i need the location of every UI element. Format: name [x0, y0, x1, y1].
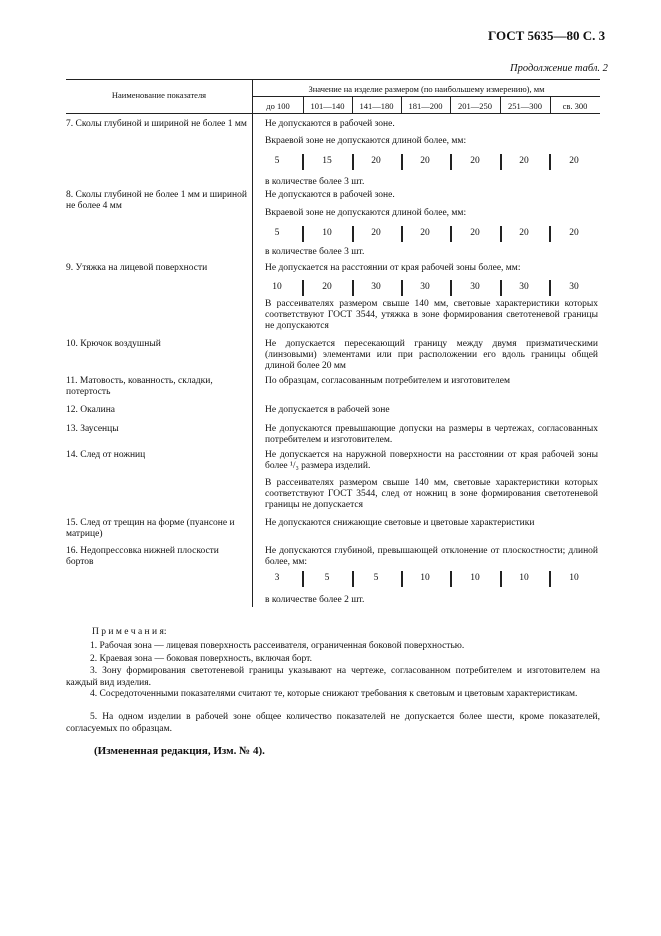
note-item: 1. Рабочая зона — лицевая поверхность рассеивателя, ограниченная боковой поверхностью.: [90, 641, 465, 651]
value-separator-mark: [401, 154, 403, 170]
size-value: 20: [420, 228, 430, 238]
size-column-divider: [500, 96, 501, 113]
header-sub-rule: [253, 96, 600, 97]
size-value: 20: [371, 228, 381, 238]
size-value: 5: [324, 573, 330, 583]
indicator-name: 8. Сколы глубиной не более 1 мм и шириной не более 4 мм: [66, 190, 247, 211]
value-separator-mark: [401, 280, 403, 296]
indicator-requirement: Не допускается пересекающий границу между двумя призматическими (линзовыми) элементами или при расположении его вдоль границы общей длиной более 20 мм: [265, 339, 598, 371]
size-value: 20: [470, 228, 480, 238]
indicator-name: 12. Окалина: [66, 405, 116, 415]
value-separator-mark: [302, 154, 304, 170]
value-separator-mark: [352, 571, 354, 587]
indicator-requirement: По образцам, согласованным потребителем и изготовителем: [265, 376, 511, 386]
value-separator-mark: [500, 280, 502, 296]
note-item: 4. Сосредоточенными показателями считают те, которые снижают требования к световым и цветовым характеристикам.: [90, 689, 578, 699]
size-value: 20: [569, 228, 579, 238]
size-value: 20: [420, 156, 430, 166]
indicator-name: 16. Недопрессовка нижней плоскости бортов: [66, 546, 219, 567]
indicator-requirement: Не допускаются снижающие световые и цветовые характеристики: [265, 518, 535, 528]
size-column-divider: [401, 96, 402, 113]
indicator-requirement: В рассеивателях размером свыше 140 мм, световые характеристики которых соответствуют ГОСТ 3544, след от ножниц в зоне формирования светотеневой границы не допускается: [265, 478, 598, 510]
note-item: 2. Краевая зона — боковая поверхность, включая борт.: [90, 654, 312, 664]
size-value: 10: [569, 573, 579, 583]
indicator-requirement: Не допускается на расстоянии от края рабочей зоны более, мм:: [265, 263, 521, 273]
value-separator-mark: [450, 154, 452, 170]
size-value: 20: [470, 156, 480, 166]
size-value: 20: [371, 156, 381, 166]
indicator-requirement: Не допускаются в рабочей зоне.: [265, 190, 395, 200]
value-separator-mark: [500, 154, 502, 170]
value-separator-mark: [352, 226, 354, 242]
value-separator-mark: [549, 571, 551, 587]
value-separator-mark: [352, 154, 354, 170]
note-item: 3. Зону формирования светотеневой границы указывают на чертеже, согласованном потребителем и изготовителем на каждый вид изделия.: [66, 666, 600, 688]
value-separator-mark: [500, 226, 502, 242]
size-value: 10: [272, 282, 282, 292]
size-value: 15: [322, 156, 332, 166]
size-value: 10: [322, 228, 332, 238]
indicator-requirement: Не допускаются в рабочей зоне.: [265, 119, 395, 129]
indicator-name: 13. Заусенцы: [66, 424, 119, 434]
value-separator-mark: [450, 226, 452, 242]
size-column-header: до 100: [266, 101, 290, 111]
size-value: 10: [420, 573, 430, 583]
table-continuation-label: Продолжение табл. 2: [510, 63, 608, 74]
value-separator-mark: [549, 226, 551, 242]
note-item: 5. На одном изделии в рабочей зоне общее количество показателей не допускается более шести, кроме показателей, согласуемых по образцам.: [66, 712, 600, 734]
value-separator-mark: [302, 226, 304, 242]
indicator-name: 9. Утяжка на лицевой поверхности: [66, 263, 208, 273]
size-column-header: 101—140: [310, 101, 345, 111]
indicator-requirement: Не допускаются превышающие допуски на размеры в чертежах, согласованных потребителем и изготовителем.: [265, 424, 598, 445]
size-value: 30: [371, 282, 381, 292]
size-value: 20: [519, 156, 529, 166]
value-separator-mark: [450, 280, 452, 296]
size-value: 10: [519, 573, 529, 583]
indicator-name: 11. Матовость, кованность, складки, потертость: [66, 376, 213, 397]
size-column-header: 181—200: [408, 101, 443, 111]
size-column-header: 251—300: [508, 101, 542, 111]
indicator-requirement-extra: в количестве более 3 шт.: [265, 177, 365, 187]
size-column-divider: [550, 96, 551, 113]
size-column-header: св. 300: [562, 101, 588, 111]
size-value: 5: [274, 156, 280, 166]
col-name-header: Наименование показателя: [111, 90, 207, 100]
indicator-name: 14. След от ножниц: [66, 450, 146, 460]
size-value: 30: [569, 282, 579, 292]
size-column-header: 201—250: [458, 101, 492, 111]
size-column-divider: [352, 96, 353, 113]
indicator-requirement-extra: В рассеивателях размером свыше 140 мм, световые характеристики которых соответствуют ГОСТ 3544, утяжка в зоне формирования светотеневой границы не допускаются: [265, 299, 598, 331]
size-value: 30: [420, 282, 430, 292]
value-separator-mark: [302, 571, 304, 587]
page-header: ГОСТ 5635—80 С. 3: [488, 28, 606, 43]
size-value: 5: [274, 228, 280, 238]
size-value: 20: [569, 156, 579, 166]
edit-note: (Измененная редакция, Изм. № 4).: [94, 745, 265, 757]
indicator-requirement: Не допускаются глубиной, превышающей отклонение от плоскостности; длиной более, мм:: [265, 546, 598, 567]
notes-title: П р и м е ч а н и я:: [92, 627, 167, 637]
header-bottom-rule: [66, 113, 600, 114]
indicator-requirement-extra: в количестве более 3 шт.: [265, 247, 365, 257]
indicator-requirement-extra: в количестве более 2 шт.: [265, 595, 365, 605]
indicator-requirement: Не допускается в рабочей зоне: [265, 405, 390, 415]
size-value: 10: [470, 573, 480, 583]
value-separator-mark: [549, 280, 551, 296]
size-column-header: 141—180: [359, 101, 394, 111]
indicator-requirement: Не допускается на наружной поверхности на расстоянии от края рабочей зоны более ¹/₃ размера изделий.: [265, 450, 598, 471]
size-value: 30: [470, 282, 480, 292]
col-value-header: Значение на изделие размером (по наибольшему измерению), мм: [308, 84, 545, 94]
indicator-name: 10. Крючок воздушный: [66, 339, 161, 349]
value-separator-mark: [500, 571, 502, 587]
value-separator-mark: [401, 226, 403, 242]
value-separator-mark: [549, 154, 551, 170]
value-separator-mark: [302, 280, 304, 296]
size-value: 20: [519, 228, 529, 238]
indicator-requirement: Вкраевой зоне не допускаются длиной более, мм:: [265, 136, 467, 146]
size-value: 20: [322, 282, 332, 292]
indicator-name: 15. След от трещин на форме (пуансоне и матрице): [66, 518, 235, 539]
size-value: 3: [274, 573, 280, 583]
indicator-name: 7. Сколы глубиной и шириной не более 1 мм: [66, 119, 247, 129]
value-separator-mark: [401, 571, 403, 587]
table-top-rule: [66, 79, 600, 80]
value-separator-mark: [450, 571, 452, 587]
size-value: 30: [519, 282, 529, 292]
size-value: 5: [373, 573, 379, 583]
table-divider: [252, 79, 253, 607]
size-column-divider: [450, 96, 451, 113]
size-column-divider: [303, 96, 304, 113]
value-separator-mark: [352, 280, 354, 296]
indicator-requirement: Вкраевой зоне не допускаются длиной более, мм:: [265, 208, 467, 218]
